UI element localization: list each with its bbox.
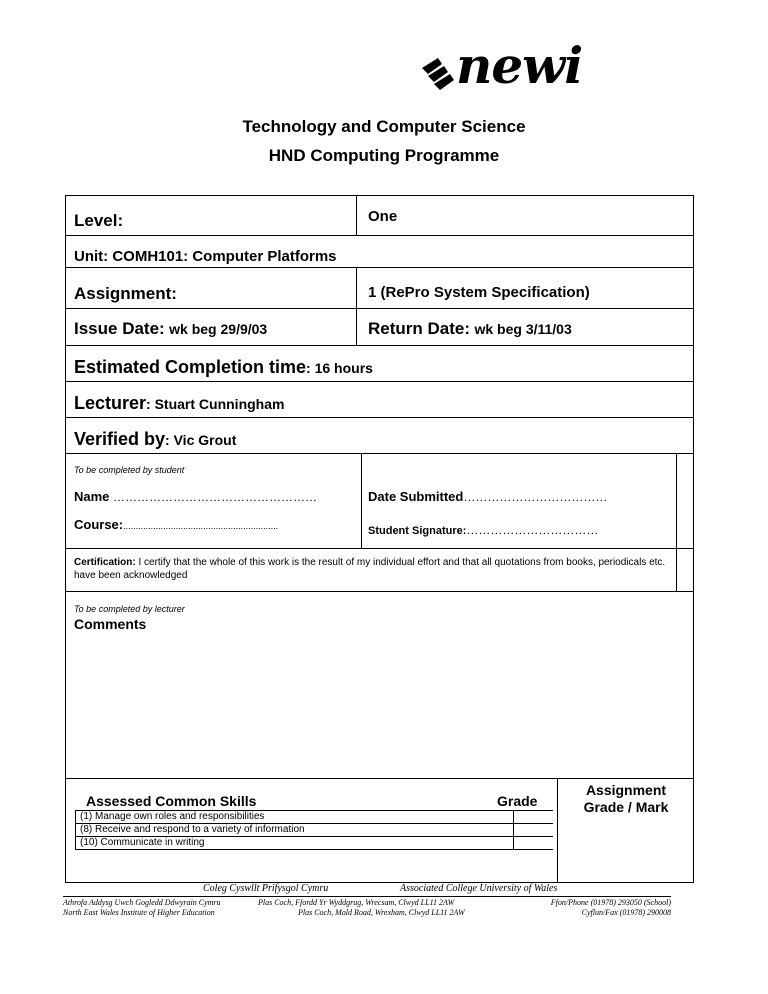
level-label: Level: <box>74 211 124 230</box>
skill-item: (10) Communicate in writing <box>80 837 205 848</box>
footer-row2-left: North East Wales Institute of Higher Education <box>63 908 215 917</box>
student-signature-field[interactable] <box>368 521 598 539</box>
footer-row1-left: Athrofa Addysg Uwch Gogledd Ddwyrain Cymru <box>63 898 221 907</box>
grade-heading: Grade <box>497 793 538 809</box>
assignment-grade-line2: Grade / Mark <box>583 799 669 815</box>
course-label: Course: <box>74 517 124 532</box>
issue-date-value: wk beg 29/9/03 <box>169 321 268 337</box>
divider <box>65 381 694 382</box>
divider <box>361 453 362 548</box>
newi-logo <box>418 36 628 100</box>
comments-label: Comments <box>74 616 147 632</box>
issue-date <box>74 319 267 339</box>
verified-label: Verified by <box>74 429 166 449</box>
student-note: To be completed by student <box>74 465 185 475</box>
assignment-grade-cell[interactable] <box>560 820 690 880</box>
verified-by <box>74 429 236 450</box>
course-field[interactable] <box>74 517 278 532</box>
return-date <box>368 319 572 339</box>
name-label: Name <box>74 489 110 504</box>
footer-row2-right: Cyflun/Fax (01978) 290008 <box>581 908 671 917</box>
assignment-value: 1 (RePro System Specification) <box>368 284 590 301</box>
certification-statement <box>74 556 672 582</box>
footer-associated: Associated College University of Wales <box>400 883 558 894</box>
divider <box>356 195 357 235</box>
date-submitted-field[interactable] <box>368 489 607 504</box>
footer-row2-mid: Plas Coch, Mold Road, Wrexham, Clwyd LL11 2AW <box>298 908 465 917</box>
student-signature-dots: …………………………… <box>466 523 599 537</box>
name-dots: …………………………………………… <box>113 490 318 504</box>
completion-label: Estimated Completion time <box>74 357 307 377</box>
return-date-value: wk beg 3/11/03 <box>474 321 572 337</box>
skills-heading: Assessed Common Skills <box>86 793 257 809</box>
estimated-completion <box>74 357 373 378</box>
comments-area[interactable] <box>70 636 690 774</box>
divider <box>676 453 677 591</box>
department-title: Technology and Computer Science <box>242 117 526 136</box>
completion-value: : 16 hours <box>306 360 373 376</box>
divider <box>65 267 694 268</box>
divider <box>65 235 694 236</box>
divider <box>65 548 694 549</box>
programme-title: HND Computing Programme <box>268 146 500 165</box>
divider <box>65 417 694 418</box>
divider <box>65 591 694 592</box>
certification-text: I certify that the whole of this work is the result of my individual effort and that all quotations from books, periodicals etc. have been acknowledged <box>74 557 666 581</box>
grade-cell[interactable] <box>514 824 552 835</box>
footer-row1-right: Ffon/Phone (01978) 293050 (School) <box>550 898 671 907</box>
date-submitted-dots: ……………………………… <box>463 490 608 504</box>
divider <box>356 267 357 345</box>
logo-mark-icon <box>418 54 460 94</box>
skill-item: (8) Receive and respond to a variety of information <box>80 824 305 835</box>
divider <box>65 778 694 779</box>
footer-row1-mid: Plas Coch, Ffordd Yr Wyddgrug, Wrecsam, Clwyd LL11 2AW <box>258 898 455 907</box>
lecturer-label: Lecturer <box>74 393 147 413</box>
divider <box>65 308 694 309</box>
footer-divider <box>63 896 671 897</box>
unit-title: Unit: COMH101: Computer Platforms <box>74 248 337 265</box>
date-submitted-label: Date Submitted <box>368 489 464 504</box>
student-signature-label: Student Signature: <box>368 525 467 537</box>
name-field[interactable] <box>74 489 317 504</box>
skill-item: (1) Manage own roles and responsibilities <box>80 811 265 822</box>
grade-cell[interactable] <box>514 837 552 848</box>
lecturer-note: To be completed by lecturer <box>74 604 185 614</box>
return-date-label: Return Date: <box>368 319 471 338</box>
issue-date-label: Issue Date: <box>74 319 165 338</box>
grade-cell[interactable] <box>514 811 552 822</box>
divider <box>65 453 694 454</box>
divider <box>75 810 76 849</box>
logo-wordmark: newi <box>456 36 583 95</box>
assignment-label: Assignment: <box>74 284 177 303</box>
level-value: One <box>368 208 398 225</box>
certification-label: Certification: <box>74 557 136 568</box>
footer-welsh-name: Coleg Cyswllt Prifysgol Cymru <box>203 883 329 894</box>
assignment-grade-line1: Assignment <box>585 782 667 798</box>
assignment-grade-heading <box>558 782 694 816</box>
lecturer-value: : Stuart Cunningham <box>146 396 285 412</box>
course-dots: .............................................................. <box>123 521 279 531</box>
lecturer <box>74 393 284 414</box>
verified-value: : Vic Grout <box>165 432 237 448</box>
divider <box>75 849 553 850</box>
divider <box>65 345 694 346</box>
